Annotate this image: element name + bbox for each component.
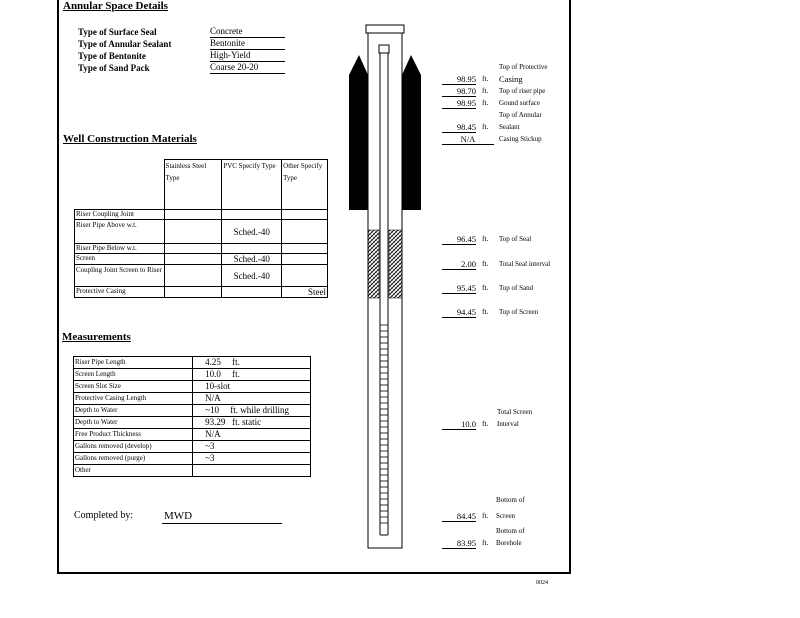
material-row-label: Screen	[75, 254, 165, 265]
col-header-pvc: PVC Specify Type	[222, 160, 282, 210]
measure-value: 10-slot	[193, 381, 311, 393]
elev-label: Total Seal interval	[499, 260, 551, 268]
measure-label: Gallons removed (purge)	[74, 453, 193, 465]
material-cell	[222, 244, 282, 254]
elev-label-top: Total Screen	[497, 408, 533, 416]
elev-label: Borehole	[496, 539, 522, 547]
annular-value: Coarse 20-20	[210, 62, 285, 74]
measure-label: Gallons removed (develop)	[74, 441, 193, 453]
seal-left	[368, 230, 379, 298]
material-cell	[164, 254, 222, 265]
elev-value: 84.45	[442, 511, 476, 522]
material-cell: Sched.-40	[222, 265, 282, 287]
measure-value: 10.0 ft.	[193, 369, 311, 381]
measure-value: ~10 ft. while drilling	[193, 405, 311, 417]
material-cell	[282, 244, 328, 254]
material-cell	[164, 287, 222, 298]
measure-value: ~3	[193, 441, 311, 453]
completed-label: Completed by:	[74, 510, 134, 521]
material-cell	[222, 210, 282, 220]
material-row-label: Riser Pipe Below w.t.	[75, 244, 165, 254]
elev-unit: ft.	[482, 234, 489, 243]
materials-table	[74, 159, 328, 298]
annular-label: Type of Sand Pack	[78, 63, 150, 73]
measure-label: Riser Pipe Length	[74, 357, 193, 369]
annular-title: Annular Space Details	[63, 0, 168, 12]
elev-label: Interval	[497, 420, 519, 428]
grout-left	[349, 55, 368, 210]
material-cell: Sched.-40	[222, 220, 282, 244]
annular-value: Bentonite	[210, 38, 285, 50]
elev-unit: ft.	[482, 283, 489, 292]
elev-label-top: Top of Protective	[499, 63, 548, 71]
riser-cap	[379, 45, 389, 53]
material-cell: Sched.-40	[222, 254, 282, 265]
elev-unit: ft.	[482, 307, 489, 316]
material-cell	[282, 220, 328, 244]
material-row-label: Riser Coupling Joint	[75, 210, 165, 220]
elev-label: Gound surface	[499, 99, 541, 107]
elev-label: Screen	[496, 512, 516, 520]
elev-label-top: Top of Annular	[499, 111, 542, 119]
elev-label: Casing	[499, 74, 523, 84]
material-cell	[282, 210, 328, 220]
measure-label: Depth to Water	[74, 417, 193, 429]
measure-label: Depth to Water	[74, 405, 193, 417]
elev-label: Top of Seal	[499, 235, 532, 243]
material-row-label: Riser Pipe Above w.t.	[75, 220, 165, 244]
elev-value: 95.45	[442, 283, 476, 294]
material-cell	[164, 244, 222, 254]
elev-value: 10.0	[442, 419, 476, 430]
grout-right	[402, 55, 421, 210]
measure-value: 93.29 ft. static	[193, 417, 311, 429]
elev-unit: ft.	[482, 511, 489, 520]
measure-label: Screen Slot Size	[74, 381, 193, 393]
elev-unit: ft.	[482, 538, 489, 547]
elev-value: 98.45	[442, 122, 476, 133]
measure-label: Protective Casing Length	[74, 393, 193, 405]
well-diagram	[340, 20, 430, 560]
elev-value: 2.00	[442, 259, 476, 270]
elev-label: Top of Screen	[499, 308, 539, 316]
col-header-stainless: Stainless Steel Type	[164, 160, 222, 210]
annular-value: High-Yield	[210, 50, 285, 62]
annular-label: Type of Bentonite	[78, 51, 146, 61]
measure-value: N/A	[193, 429, 311, 441]
measure-value: 4.25 ft.	[193, 357, 311, 369]
elev-label: Casing Stickup	[499, 135, 542, 143]
elev-unit: ft.	[482, 259, 489, 268]
material-cell	[282, 265, 328, 287]
material-row-label: Coupling Joint Screen to Riser	[75, 265, 165, 287]
materials-title: Well Construction Materials	[63, 133, 197, 145]
col-header-other: Other Specify Type	[282, 160, 328, 210]
casing-cap	[366, 25, 404, 33]
elev-unit: ft.	[482, 74, 489, 83]
measurements-table	[73, 356, 311, 477]
measure-value: N/A	[193, 393, 311, 405]
annular-label: Type of Surface Seal	[78, 27, 157, 37]
elev-unit: ft.	[482, 122, 489, 131]
material-cell	[222, 287, 282, 298]
elev-label-top: Bottom of	[496, 496, 525, 504]
elev-unit: ft.	[482, 419, 489, 428]
footer-mark: 0024	[536, 580, 548, 586]
material-cell	[164, 210, 222, 220]
elev-value: 98.95	[442, 98, 476, 109]
material-row-label: Protective Casing	[75, 287, 165, 298]
elev-label-top: Bottom of	[496, 527, 525, 535]
elev-label: Top of riser pipe	[499, 87, 546, 95]
elev-value: 98.70	[442, 86, 476, 97]
material-cell	[164, 220, 222, 244]
measure-value	[193, 465, 311, 477]
seal-right	[389, 230, 402, 298]
material-cell: Steel	[282, 287, 328, 298]
annular-value: Concrete	[210, 26, 285, 38]
material-cell	[164, 265, 222, 287]
elev-label: Sealant	[499, 123, 520, 131]
material-cell	[282, 254, 328, 265]
elev-unit: ft.	[482, 98, 489, 107]
elev-value: 96.45	[442, 234, 476, 245]
elev-value: 83.95	[442, 538, 476, 549]
measurements-title: Measurements	[62, 331, 131, 343]
measure-label: Screen Length	[74, 369, 193, 381]
elev-value: N/A	[442, 134, 494, 145]
measure-label: Free Product Thickness	[74, 429, 193, 441]
completed-value: MWD	[162, 510, 282, 524]
elev-label: Top of Sand	[499, 284, 534, 292]
annular-label: Type of Annular Sealant	[78, 39, 172, 49]
elev-value: 94.45	[442, 307, 476, 318]
measure-label: Other	[74, 465, 193, 477]
measure-value: ~3	[193, 453, 311, 465]
elev-value: 98.95	[442, 74, 476, 85]
elev-unit: ft.	[482, 86, 489, 95]
